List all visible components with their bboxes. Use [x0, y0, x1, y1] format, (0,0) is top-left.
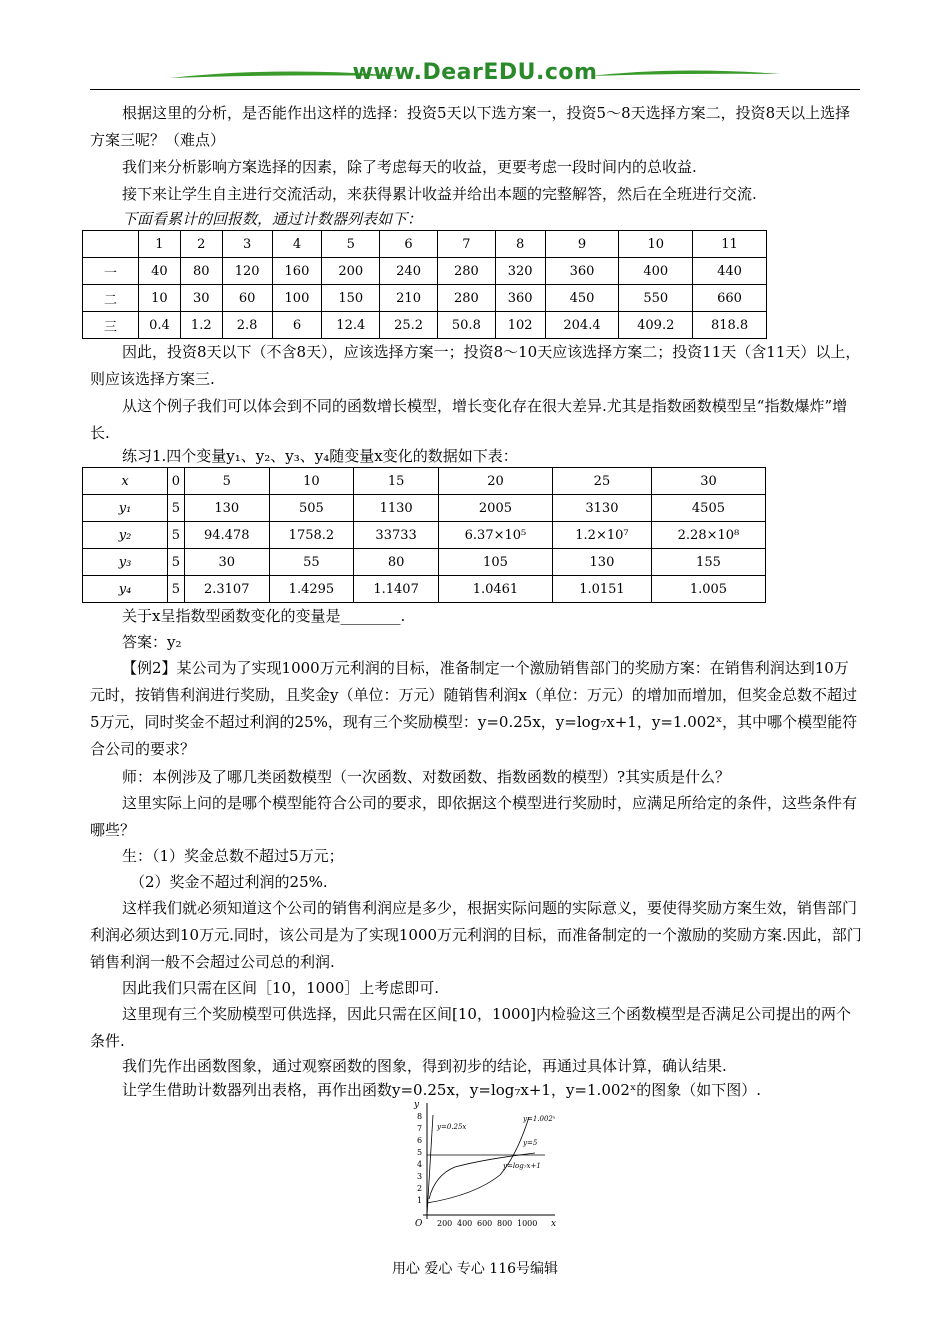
table-cell: 100 [272, 285, 322, 312]
table-row [83, 312, 767, 339]
table-cell: 360 [495, 285, 545, 312]
table-cell: 4505 [651, 495, 765, 522]
table-cell: 0 [168, 468, 185, 495]
table-cell: 5 [168, 549, 185, 576]
table-row [83, 549, 766, 576]
y-tick-label: 5 [417, 1148, 423, 1157]
table-cell: 6.37×10⁵ [438, 522, 552, 549]
y-tick-label: 6 [417, 1136, 423, 1145]
table-cell: 400 [619, 258, 693, 285]
table-cell: 15 [354, 468, 439, 495]
x-tick-label: 400 [457, 1219, 473, 1228]
table-cell: y₃ [83, 549, 168, 576]
table-cell: 204.4 [545, 312, 619, 339]
table-cell: 一 [83, 258, 139, 285]
page-header [90, 58, 860, 94]
curve-logarithmic [429, 1153, 535, 1199]
table-row [83, 576, 766, 603]
table-cell: 80 [354, 549, 439, 576]
table-cell: 30 [180, 285, 222, 312]
table-cell: 二 [83, 285, 139, 312]
table-cell: 1.005 [651, 576, 765, 603]
table-row [83, 522, 766, 549]
header-rule [90, 89, 860, 90]
table-cell: 120 [222, 258, 272, 285]
table-cell: 2.8 [222, 312, 272, 339]
table-cell: 150 [322, 285, 380, 312]
y-tick-label: 7 [417, 1124, 423, 1133]
page-footer: 用心 爱心 专心 116号编辑 [391, 1261, 559, 1277]
table-cell: 130 [184, 495, 269, 522]
table-cell: 10 [139, 285, 181, 312]
table-cell: 660 [693, 285, 767, 312]
exercise-answer: 答案：y₂ [122, 633, 182, 651]
paragraph: 因此，投资8天以下（不含8天），应该选择方案一；投资8～10天应该选择方案二；投资11天（含11天）以上，则应该选择方案三. [90, 343, 861, 388]
table-cell: 3 [222, 231, 272, 258]
table-cell: 450 [545, 285, 619, 312]
table-cell: 1.1407 [354, 576, 439, 603]
returns-table [82, 230, 767, 339]
x-axis-label: x [551, 1219, 557, 1229]
x-tick-label: 200 [437, 1219, 453, 1228]
table-header-row [83, 468, 766, 495]
table-cell: 30 [184, 549, 269, 576]
table-cell: 6 [380, 231, 438, 258]
table-cell: 3130 [552, 495, 651, 522]
table-cell: 1.2×10⁷ [552, 522, 651, 549]
table-cell: 360 [545, 258, 619, 285]
curve-linear [427, 1115, 433, 1215]
table-cell: 105 [438, 549, 552, 576]
table-cell: 40 [139, 258, 181, 285]
exercise-question: 关于x呈指数型函数变化的变量是________. [122, 607, 406, 625]
table-cell: 1758.2 [269, 522, 354, 549]
table-cell: 55 [269, 549, 354, 576]
paragraph: 接下来让学生自主进行交流活动，来获得累计收益并给出本题的完整解答，然后在全班进行交流. [122, 185, 757, 203]
table-cell: 2.28×10⁸ [651, 522, 765, 549]
label-constant: y=5 [523, 1139, 538, 1147]
right-swoosh-decoration [590, 68, 780, 82]
table-cell: 1.2 [180, 312, 222, 339]
table-cell: 80 [180, 258, 222, 285]
origin-label: O [415, 1219, 423, 1229]
table-cell: 1130 [354, 495, 439, 522]
y-tick-label: 2 [417, 1184, 423, 1193]
x-tick-label: 800 [497, 1219, 513, 1228]
function-graph [405, 1095, 565, 1235]
y-tick-label: 8 [417, 1112, 423, 1121]
site-logo: www.DearEDU.com [352, 60, 598, 85]
exercise-intro: 练习1.四个变量y₁、y₂、y₃、y₄随变量x变化的数据如下表： [122, 447, 518, 465]
table-cell: 9 [545, 231, 619, 258]
paragraph: （2）奖金不超过利润的25%. [130, 873, 328, 891]
exercise-table [82, 467, 766, 603]
table-row [83, 285, 767, 312]
table-cell: 11 [693, 231, 767, 258]
paragraph: 我们来分析影响方案选择的因素，除了考虑每天的收益，更要考虑一段时间内的总收益. [122, 158, 697, 176]
table-header-row [83, 231, 767, 258]
table-cell: 505 [269, 495, 354, 522]
paragraph: 从这个例子我们可以体会到不同的函数增长模型，增长变化存在很大差异.尤其是指数函数模型呈“指数爆炸”增长. [90, 397, 848, 442]
table-cell: x [83, 468, 168, 495]
table-cell: 10 [269, 468, 354, 495]
table-cell: 30 [651, 468, 765, 495]
table-cell: 440 [693, 258, 767, 285]
table-cell: y₂ [83, 522, 168, 549]
example-2-statement: 【例2】某公司为了实现1000万元利润的目标，准备制定一个激励销售部门的奖励方案：在销售利润达到10万元时，按销售利润进行奖励，且奖金y（单位：万元）随销售利润x（单位：万元）的增加而增加，但奖金总数不超过5万元，同时奖金不超过利润的25%，现有三个奖励模型：y=0.25x，y=log₇x+1，y=1.002ˣ，其中哪个模型能符合公司的要求？ [90, 659, 858, 758]
table-cell: 280 [437, 285, 495, 312]
paragraph: 这里现有三个奖励模型可供选择，因此只需在区间[10，1000]内检验这三个函数模型是否满足公司提出的两个条件. [90, 1005, 851, 1050]
table-cell: y₄ [83, 576, 168, 603]
paragraph: 让学生借助计数器列出表格，再作出函数y=0.25x，y=log₇x+1，y=1.002ˣ的图象（如下图）. [122, 1081, 762, 1099]
paragraph: 这里实际上问的是哪个模型能符合公司的要求，即依据这个模型进行奖励时，应满足所给定的条件，这些条件有哪些？ [90, 794, 858, 839]
table-cell: 240 [380, 258, 438, 285]
y-axis-label: y [414, 1100, 420, 1110]
table-cell: 818.8 [693, 312, 767, 339]
table-cell: 20 [438, 468, 552, 495]
table-cell: 1 [139, 231, 181, 258]
table-cell: 409.2 [619, 312, 693, 339]
table-cell: 10 [619, 231, 693, 258]
table-cell: 25 [552, 468, 651, 495]
table-cell: 6 [272, 312, 322, 339]
table-cell: 三 [83, 312, 139, 339]
table-cell: 8 [495, 231, 545, 258]
table-cell: 0.4 [139, 312, 181, 339]
table-cell: 200 [322, 258, 380, 285]
table-cell: 5 [322, 231, 380, 258]
paragraph: 因此我们只需在区间［10，1000］上考虑即可. [122, 979, 440, 997]
table-cell: 5 [168, 495, 185, 522]
x-tick-label: 1000 [517, 1219, 538, 1228]
paragraph: 根据这里的分析，是否能作出这样的选择：投资5天以下选方案一，投资5～8天选择方案二，投资8天以上选择方案三呢？（难点） [90, 104, 851, 149]
table-cell: y₁ [83, 495, 168, 522]
table-cell: 4 [272, 231, 322, 258]
table-cell: 5 [168, 576, 185, 603]
table-row [83, 495, 766, 522]
paragraph: 师：本例涉及了哪几类函数模型（一次函数、对数函数、指数函数的模型）?其实质是什么？ [122, 768, 731, 786]
table-cell: 2005 [438, 495, 552, 522]
table-cell: 1.0151 [552, 576, 651, 603]
y-tick-label: 1 [417, 1196, 423, 1205]
paragraph: 我们先作出函数图象，通过观察函数的图象，得到初步的结论，再通过具体计算，确认结果. [122, 1057, 727, 1075]
table-cell: 33733 [354, 522, 439, 549]
table-cell: 130 [552, 549, 651, 576]
table-cell: 5 [184, 468, 269, 495]
table-cell: 1.0461 [438, 576, 552, 603]
y-tick-label: 4 [417, 1160, 423, 1169]
table-cell: 2 [180, 231, 222, 258]
table-cell: 60 [222, 285, 272, 312]
table-cell: 1.4295 [269, 576, 354, 603]
table-cell: 320 [495, 258, 545, 285]
label-exponential: y=1.002ˣ [523, 1115, 556, 1123]
paragraph: 生：（1）奖金总数不超过5万元； [122, 847, 344, 865]
table-cell: 50.8 [437, 312, 495, 339]
table-cell: 550 [619, 285, 693, 312]
y-tick-label: 3 [417, 1172, 423, 1181]
label-linear: y=0.25x [437, 1123, 467, 1131]
table-cell: 2.3107 [184, 576, 269, 603]
table-cell: 210 [380, 285, 438, 312]
paragraph: 这样我们就必须知道这个公司的销售利润应是多少，根据实际问题的实际意义，要使得奖励方案生效，销售部门利润必须达到10万元.同时，该公司是为了实现1000万元利润的目标，而准备制定的一个激励的奖励方案.因此，部门销售利润一般不会超过公司总的利润. [90, 899, 862, 971]
table-cell: 94.478 [184, 522, 269, 549]
table-cell: 12.4 [322, 312, 380, 339]
table-row [83, 258, 767, 285]
table-cell: 25.2 [380, 312, 438, 339]
table-cell: 102 [495, 312, 545, 339]
table-cell: 5 [168, 522, 185, 549]
table-cell: 155 [651, 549, 765, 576]
x-tick-label: 600 [477, 1219, 493, 1228]
table-cell: 7 [437, 231, 495, 258]
paragraph: 下面看累计的回报数，通过计数器列表如下： [122, 210, 423, 228]
label-logarithmic: y=log₇x+1 [503, 1162, 541, 1170]
table-cell: 160 [272, 258, 322, 285]
table-cell: 280 [437, 258, 495, 285]
table-cell [83, 231, 139, 258]
